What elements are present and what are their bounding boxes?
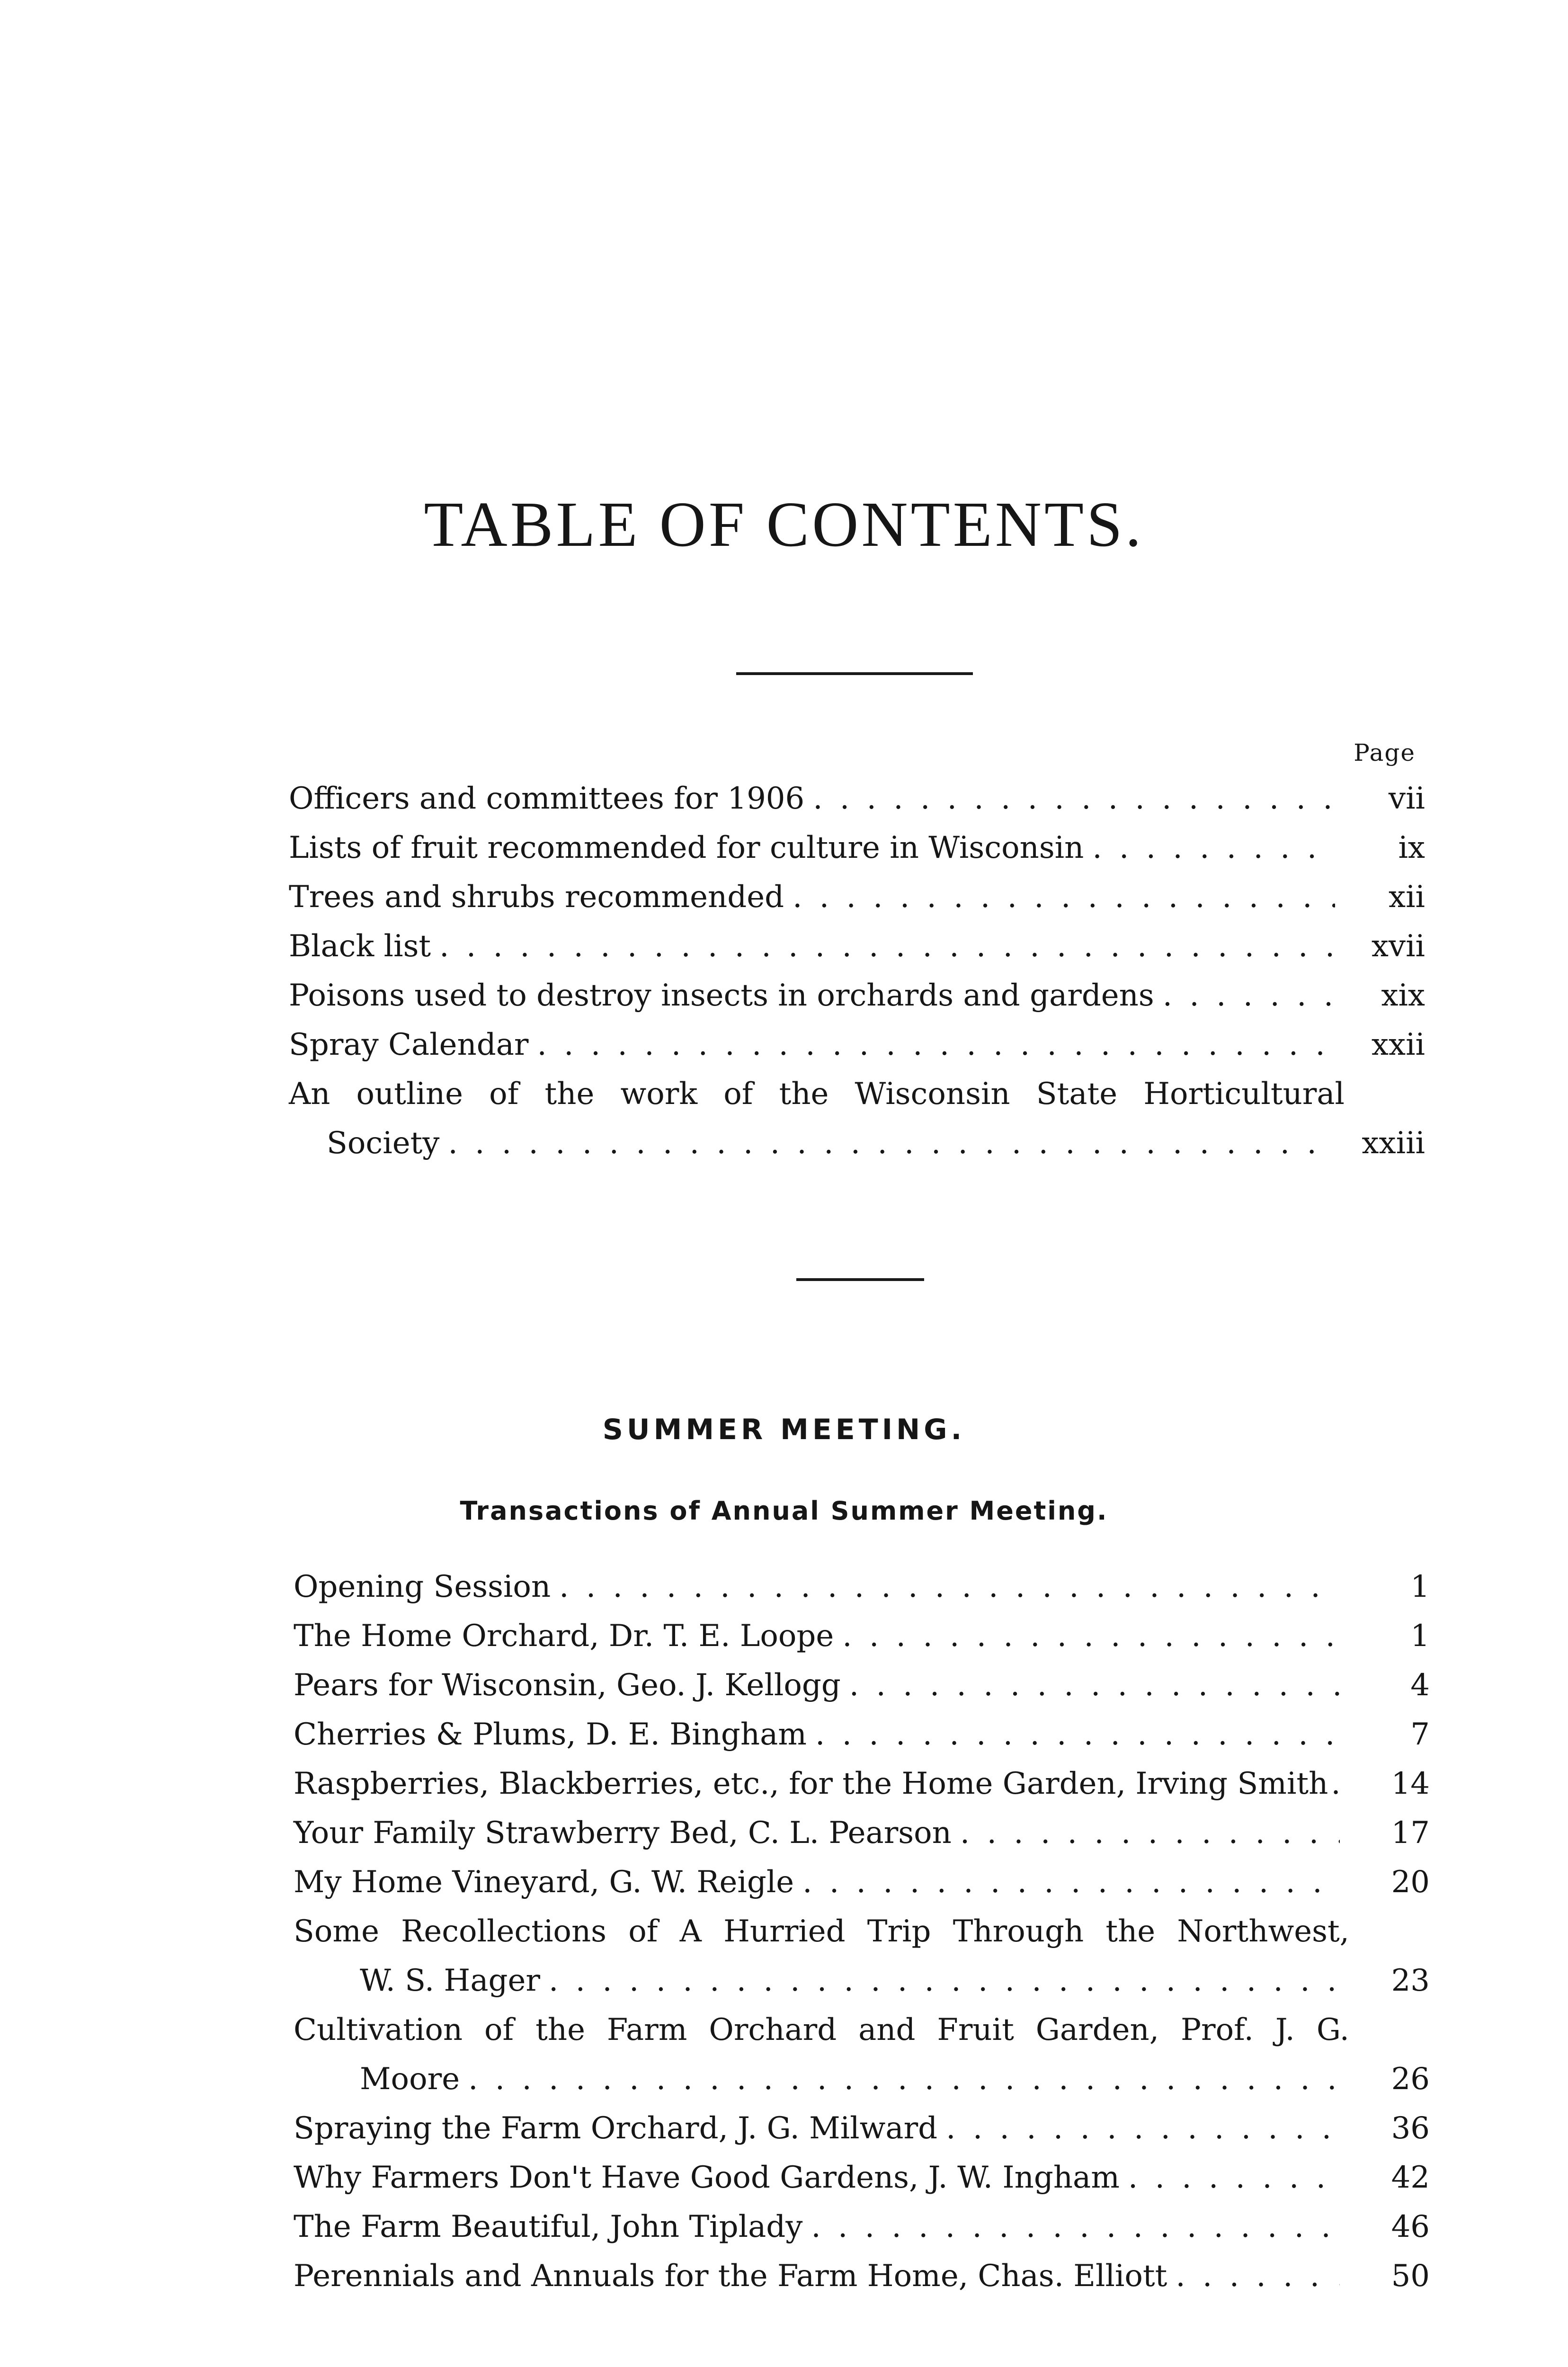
- toc-entry-page: 1: [1410, 1619, 1430, 1654]
- page-title: TABLE OF CONTENTS.: [424, 489, 1144, 560]
- divider-rule: [736, 672, 973, 675]
- toc-entry[interactable]: [289, 922, 1425, 971]
- toc-entry-title: Raspberries, Blackberries, etc., for the Home Garden, Irving Smith: [294, 1766, 1328, 1801]
- toc-entry[interactable]: [294, 1710, 1430, 1759]
- toc-entry-title: The Farm Beautiful, John Tiplady: [294, 2209, 803, 2244]
- toc-entry[interactable]: [289, 774, 1425, 823]
- dot-leader: [1092, 823, 1335, 872]
- toc-entry-title: Why Farmers Don't Have Good Gardens, J. W. Ingham: [294, 2160, 1120, 2195]
- toc-entry[interactable]: [289, 1069, 1425, 1168]
- toc-entry-title: Poisons used to destroy insects in orchards and gardens: [289, 978, 1154, 1013]
- toc-entry-page: xxiii: [1362, 1126, 1425, 1161]
- dot-leader: [559, 1562, 1340, 1611]
- section-heading: SUMMER MEETING.: [602, 1413, 966, 1446]
- toc-entry-title: Perennials and Annuals for the Farm Home, Chas. Elliott: [294, 2259, 1167, 2294]
- toc-entry-page: 23: [1391, 1963, 1430, 1998]
- toc-entry-title: Cultivation of the Farm Orchard and Fruit Garden, Prof. J. G.: [294, 2012, 1349, 2047]
- toc-entry-page: 20: [1391, 1865, 1430, 1900]
- dot-leader: [793, 872, 1335, 922]
- toc-entry-title: Spray Calendar: [289, 1027, 529, 1062]
- toc-entry-page: xvii: [1371, 929, 1425, 964]
- toc-entry-page: 4: [1410, 1668, 1430, 1703]
- toc-entry[interactable]: [289, 971, 1425, 1020]
- toc-entry[interactable]: [294, 1907, 1430, 2005]
- dot-leader: [815, 1710, 1340, 1759]
- toc-entry-page: vii: [1388, 781, 1425, 816]
- toc-entry-page: 36: [1391, 2111, 1430, 2146]
- toc-entry[interactable]: [294, 1562, 1430, 1611]
- toc-entry-page: 14: [1391, 1766, 1430, 1801]
- toc-entry-page: 46: [1391, 2209, 1430, 2244]
- dot-leader: [946, 2104, 1340, 2153]
- toc-entry-title: Some Recollections of A Hurried Trip Through the Northwest,: [294, 1914, 1349, 1949]
- toc-entry[interactable]: [294, 2005, 1430, 2104]
- toc-entry[interactable]: [294, 2202, 1430, 2251]
- toc-entry-title: Officers and committees for 1906: [289, 781, 805, 816]
- toc-entry[interactable]: [294, 1661, 1430, 1710]
- toc-entry-title: An outline of the work of the Wisconsin State Horticultural: [289, 1077, 1345, 1112]
- toc-entry-title-continuation: Moore: [360, 2062, 460, 2097]
- dot-leader: [842, 1611, 1340, 1661]
- toc-entry[interactable]: [294, 2153, 1430, 2202]
- page-column-label: Page: [1354, 739, 1416, 766]
- toc-entry-page: ix: [1398, 830, 1425, 865]
- dot-leader: [448, 1119, 1335, 1168]
- dot-leader: [813, 774, 1335, 823]
- toc-entry-page: xii: [1388, 880, 1425, 915]
- toc-entry[interactable]: [294, 2251, 1430, 2301]
- dot-leader: [537, 1020, 1335, 1069]
- toc-entry[interactable]: [294, 1611, 1430, 1661]
- toc-entry[interactable]: [294, 1759, 1430, 1808]
- toc-entry-page: 7: [1410, 1717, 1430, 1752]
- dot-leader: [468, 2055, 1340, 2104]
- toc-entry-title: Black list: [289, 929, 431, 964]
- dot-leader: [960, 1808, 1340, 1858]
- dot-leader: [811, 2202, 1340, 2251]
- dot-leader: [1331, 1759, 1346, 1808]
- toc-entry-title: Your Family Strawberry Bed, C. L. Pearson: [294, 1815, 952, 1851]
- dot-leader: [1176, 2251, 1340, 2301]
- toc-entry-page: xix: [1381, 978, 1425, 1013]
- toc-entry[interactable]: [294, 2104, 1430, 2153]
- toc-entry-title: My Home Vineyard, G. W. Reigle: [294, 1865, 794, 1900]
- dot-leader: [802, 1858, 1340, 1907]
- toc-entry[interactable]: [289, 872, 1425, 922]
- section-subheading: Transactions of Annual Summer Meeting.: [460, 1496, 1108, 1526]
- dot-leader: [549, 1956, 1340, 2005]
- divider-rule: [796, 1278, 924, 1281]
- toc-entry[interactable]: [289, 1020, 1425, 1069]
- toc-entry-title: Pears for Wisconsin, Geo. J. Kellogg: [294, 1668, 841, 1703]
- toc-entry-page: 42: [1391, 2160, 1430, 2195]
- toc-entry-title: Trees and shrubs recommended: [289, 880, 784, 915]
- toc-entry[interactable]: [294, 1858, 1430, 1907]
- toc-entry-title: Lists of fruit recommended for culture in Wisconsin: [289, 830, 1084, 865]
- toc-entry-page: 1: [1410, 1569, 1430, 1604]
- toc-entry-page: xxii: [1371, 1027, 1425, 1062]
- toc-entry-title: Opening Session: [294, 1569, 551, 1604]
- toc-entry-title: Spraying the Farm Orchard, J. G. Milward: [294, 2111, 938, 2146]
- dot-leader: [1128, 2153, 1340, 2202]
- summer-meeting-contents: [294, 1562, 1430, 2301]
- toc-entry-page: 17: [1391, 1815, 1430, 1851]
- dot-leader: [439, 922, 1335, 971]
- toc-entry-title: Cherries & Plums, D. E. Bingham: [294, 1717, 807, 1752]
- front-matter-contents: [289, 731, 1425, 1168]
- toc-entry[interactable]: [289, 823, 1425, 872]
- toc-entry-page: 50: [1391, 2259, 1430, 2294]
- toc-entry-title: The Home Orchard, Dr. T. E. Loope: [294, 1619, 834, 1654]
- toc-entry-title-continuation: W. S. Hager: [360, 1963, 540, 1998]
- toc-entry-title-continuation: Society: [327, 1126, 440, 1161]
- toc-entry[interactable]: [294, 1808, 1430, 1858]
- dot-leader: [849, 1661, 1340, 1710]
- dot-leader: [1163, 971, 1335, 1020]
- toc-entry-page: 26: [1391, 2062, 1430, 2097]
